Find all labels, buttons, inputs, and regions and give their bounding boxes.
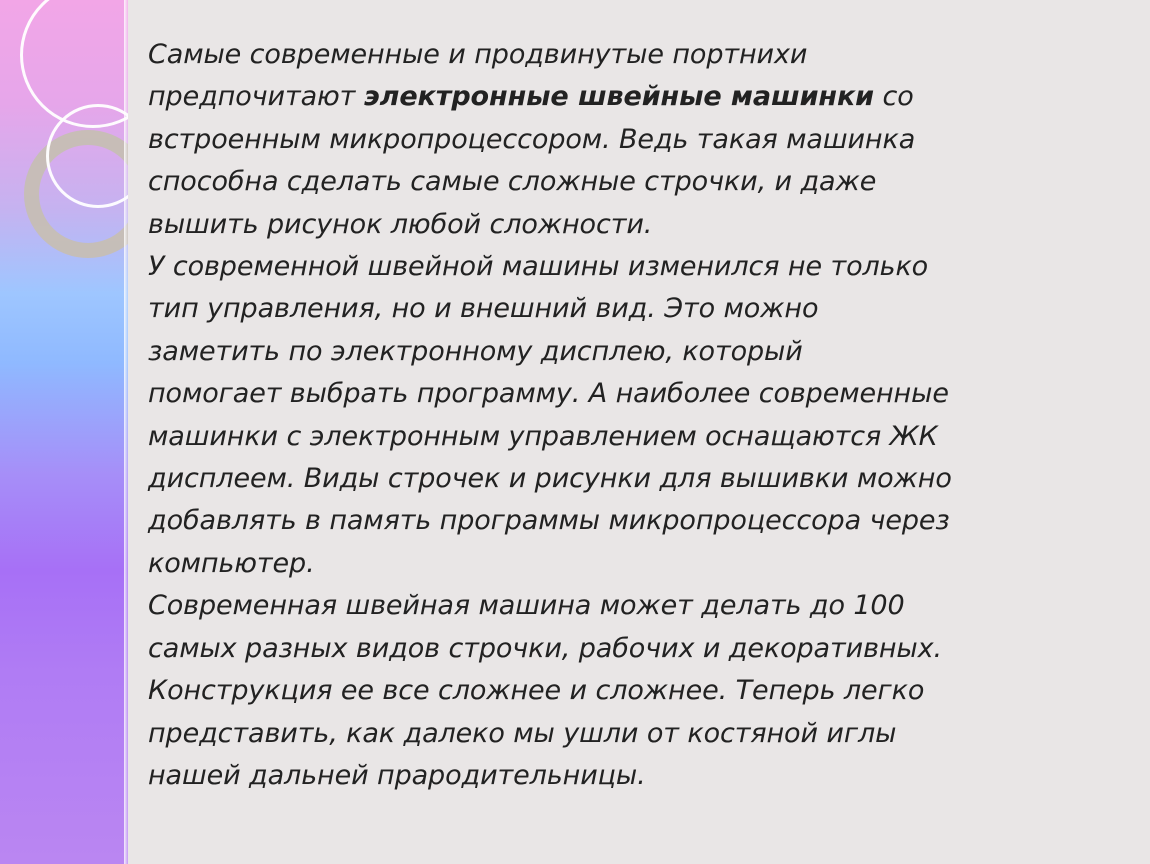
paragraph-1-bold-phrase: электронные швейные машинки [363,81,874,113]
band-edge-highlight [124,0,128,864]
paragraph-2: У современной швейной машины изменился не только тип управления, но и внешний вид. Это можно заметить по электронному дисплею, который помогает выбрать программу. А наиболее современные машинки с электронным управлением оснащаются ЖК дисплеем. Виды строчек и рисунки для вышивки можно добавлять в память программы микропроцессора через компьютер. [148,251,952,579]
paragraph-1-end: со встроенным микропроцессором. Ведь такая машинка способна сделать самые сложные строчки, и даже вышить рисунок любой сложности. [148,81,916,240]
paragraph-1 [148,34,1028,246]
paragraph-3: Современная швейная машина может делать до 100 самых разных видов строчки, рабочих и декоративных. Конструкция ее все сложнее и сложнее. Теперь легко представить, как далеко мы ушли от костяной иглы нашей дальней прародительницы. [148,590,943,791]
decorative-left-band [0,0,128,864]
paragraph-1-start: Самые современные и продвинутые портнихи предпочитают [148,39,808,113]
slide-text-content [148,34,1028,797]
